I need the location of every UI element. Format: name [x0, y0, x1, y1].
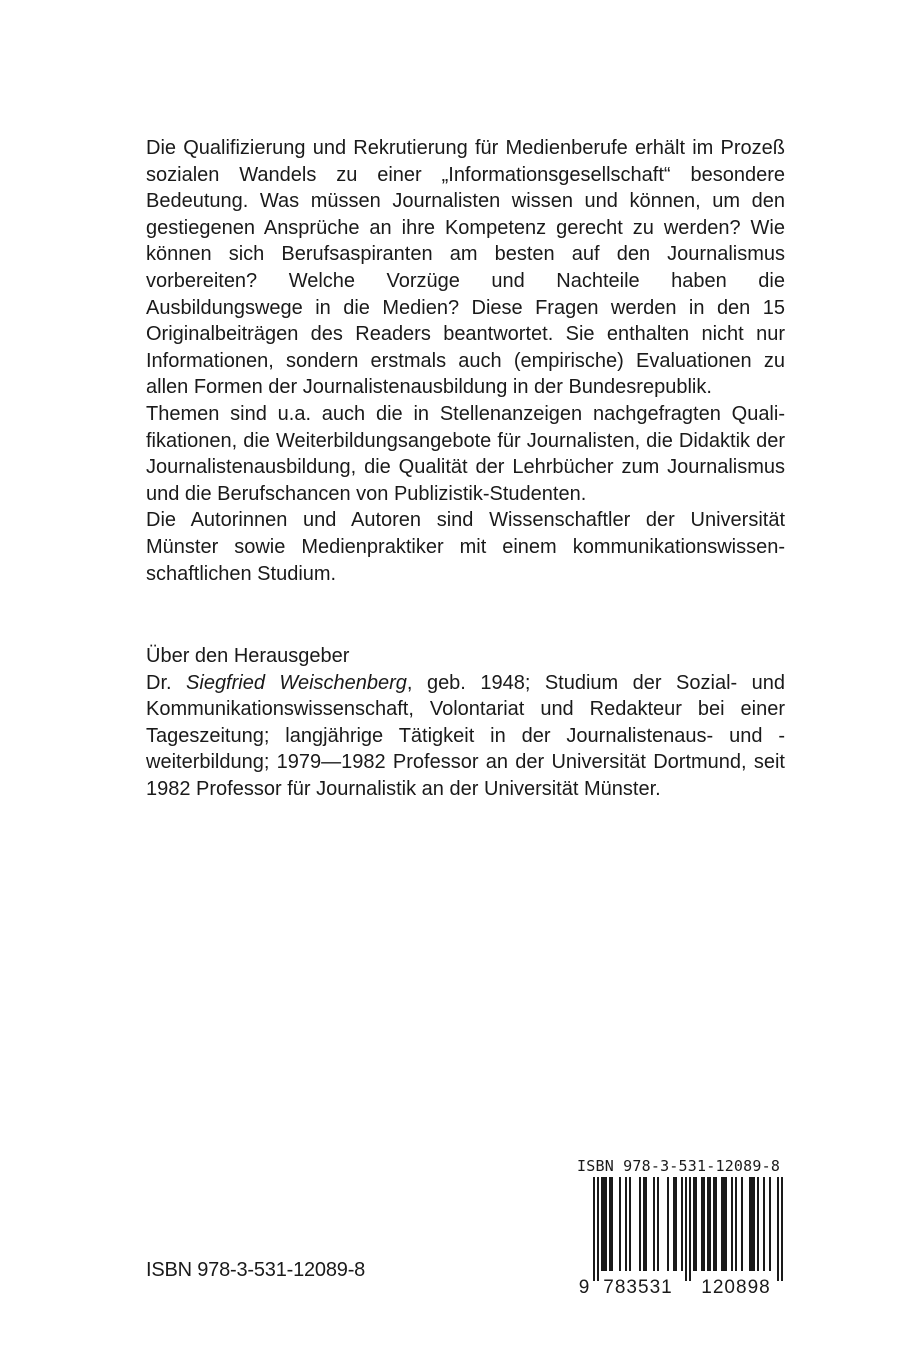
editor-bio-prefix: Dr.	[146, 671, 187, 694]
blurb-paragraph-3: Die Autorinnen und Autoren sind Wissenschaftler der Universität Münster sowie Medienpraktiker mit einem kommunikationswissenschaftlichen Studium.	[146, 509, 785, 585]
barcode-bar	[629, 1177, 631, 1271]
barcode-caption: ISBN 978-3-531-12089-8	[577, 1157, 781, 1175]
barcode-bar	[681, 1177, 683, 1271]
editor-heading: Über den Herausgeber	[146, 645, 350, 667]
ean-first-digit: 9	[578, 1277, 590, 1297]
ean-right-group: 120898	[701, 1277, 771, 1297]
barcode-bar	[751, 1177, 753, 1271]
barcode-bar	[603, 1177, 605, 1271]
barcode-guard-bar	[593, 1177, 595, 1281]
barcode-bar	[611, 1177, 613, 1271]
editor-name: Siegfried Weischenberg	[186, 671, 407, 694]
barcode-guard-bar	[597, 1177, 599, 1281]
barcode-bar	[667, 1177, 669, 1271]
barcode-digits	[579, 1277, 771, 1297]
editor-section	[146, 643, 785, 803]
barcode-bar	[757, 1177, 759, 1271]
editor-bio-rest: , geb. 1948; Studium der Sozial- und Kommunikationswissenschaft, Volontariat und Redakteur bei einer Tageszeitung; langjährige Tätigkeit in der Journalistenaus- und -weiterbildung; 1979—1982 Professor an der Universität Dortmund, seit 1982 Professor für Journalistik an der Universität Münster.	[146, 671, 785, 800]
barcode-bar	[695, 1177, 697, 1271]
barcode-bar	[713, 1177, 715, 1271]
barcode-bar	[715, 1177, 717, 1271]
barcode-bar	[653, 1177, 655, 1271]
blurb-paragraph-2: Themen sind u.a. auch die in Stellenanzeigen nachgefragten Qualifikationen, die Weiterbildungsangebote für Journalisten, die Didaktik der Journalistenausbildung, die Qualität der Lehrbücher zum Journalismus und die Berufschancen von Publizistik-Studenten.	[146, 402, 785, 505]
barcode-bar	[703, 1177, 705, 1271]
blurb-paragraph-1: Die Qualifizierung und Rekrutierung für Medienberufe erhält im Prozeß sozialen Wandels zu einer „Informationsgesellschaft“ besondere Bedeutung. Was müssen Journalisten wissen und können, um den gestiegenen Ansprüche an ihre Kompetenz gerecht zu werden? Wie können sich Berufsaspiranten am besten auf den Journalismus vorbereiten? Welche Vorzüge und Nachteile haben die Ausbildungswege in die Medien? Diese Fragen werden in den 15 Originalbeiträgen des Readers beantwortet. Sie enthalten nicht nur Informationen, sondern erstmals auch (empirische) Evaluationen zu allen Formen der Journalistenausbildung in der Bundesrepublik.	[146, 137, 785, 399]
barcode-bar	[605, 1177, 607, 1271]
barcode-guard-bar	[685, 1177, 687, 1281]
barcode-bar	[619, 1177, 621, 1271]
barcode-graphic	[575, 1177, 800, 1297]
barcode-bar	[643, 1177, 645, 1271]
barcode-bar	[723, 1177, 725, 1271]
barcode-bar	[639, 1177, 641, 1271]
barcode-bar	[763, 1177, 765, 1271]
barcode-bar	[693, 1177, 695, 1271]
isbn-label: ISBN 978-3-531-12089-8	[146, 1259, 366, 1281]
barcode-bar	[701, 1177, 703, 1271]
barcode-bar	[753, 1177, 755, 1271]
barcode-bar	[725, 1177, 727, 1271]
barcode-bar	[707, 1177, 709, 1271]
barcode-bar	[749, 1177, 751, 1271]
barcode-guard-bar	[781, 1177, 783, 1281]
barcode-bars	[593, 1177, 783, 1281]
barcode-guard-bar	[777, 1177, 779, 1281]
barcode-guard-bar	[689, 1177, 691, 1281]
barcode-block	[575, 1157, 800, 1297]
barcode-bar	[769, 1177, 771, 1271]
barcode-bar	[735, 1177, 737, 1271]
barcode-bar	[645, 1177, 647, 1271]
barcode-bar	[709, 1177, 711, 1271]
barcode-bar	[609, 1177, 611, 1271]
barcode-bar	[601, 1177, 603, 1271]
barcode-bar	[731, 1177, 733, 1271]
barcode-bar	[675, 1177, 677, 1271]
barcode-bar	[741, 1177, 743, 1271]
barcode-bar	[721, 1177, 723, 1271]
barcode-bar	[657, 1177, 659, 1271]
editor-bio	[146, 670, 785, 803]
barcode-bar	[625, 1177, 627, 1271]
ean-left-group: 783531	[603, 1277, 673, 1297]
blurb-text	[146, 135, 785, 587]
barcode-bar	[673, 1177, 675, 1271]
